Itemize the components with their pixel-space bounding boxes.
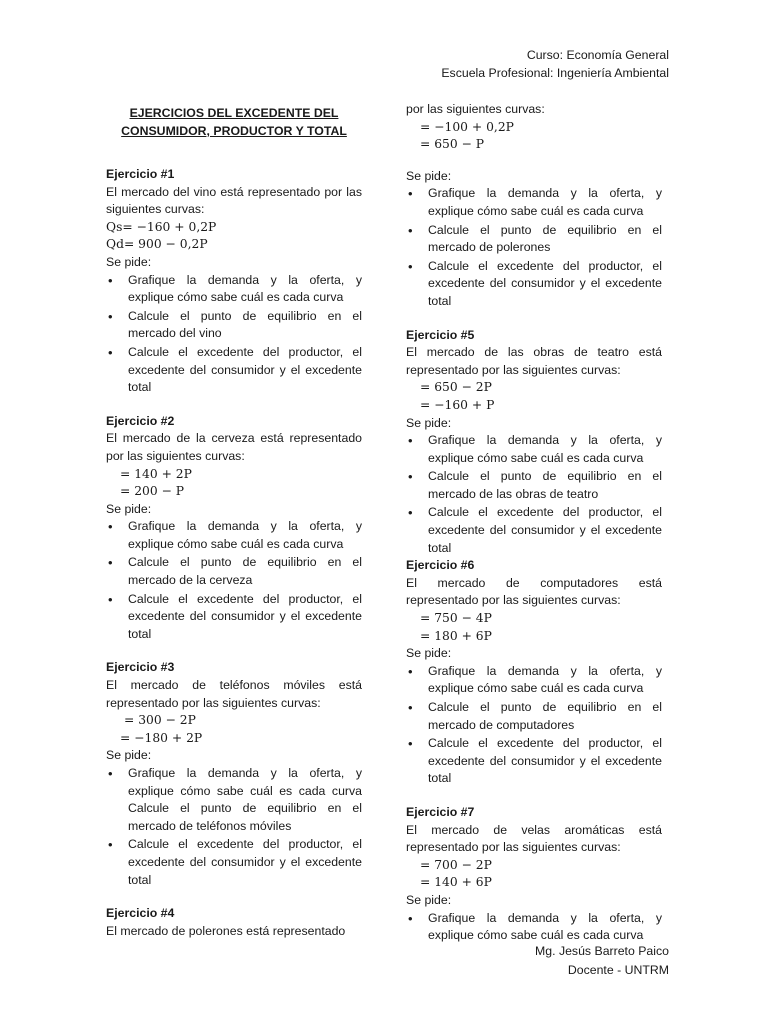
exercise-intro: El mercado de las obras de teatro está representado por las siguientes curvas: xyxy=(406,345,662,377)
se-pide-label: Se pide: xyxy=(406,892,452,907)
exercise-title: Ejercicio #1 xyxy=(106,167,175,181)
exercise-1 xyxy=(106,166,362,397)
exercise-intro: El mercado de polerones está representado xyxy=(106,923,346,938)
se-pide-label: Se pide: xyxy=(106,254,152,269)
equation-1: = −100 + 0,2P xyxy=(420,119,514,134)
exercise-intro: El mercado de teléfonos móviles está representado por las siguientes curvas: xyxy=(106,678,362,710)
right-column xyxy=(406,101,662,961)
exercise-title: Ejercicio #2 xyxy=(106,413,175,428)
equation-1: = 650 − 2P xyxy=(420,380,492,395)
exercise-title: Ejercicio #5 xyxy=(406,327,475,342)
task-item: • Calcule el punto de equilibrio en el mercado de la cerveza xyxy=(106,554,362,589)
exercise-title: Ejercicio #3 xyxy=(106,660,175,675)
equation-2: = 180 + 6P xyxy=(420,628,492,643)
left-column xyxy=(106,104,362,956)
equation-supply: Qs= −160 + 0,2P xyxy=(106,219,217,234)
exercise-intro: por las siguientes curvas: xyxy=(406,102,545,116)
task-item: • Calcule el punto de equilibrio en el mercado de las obras de teatro xyxy=(406,468,662,503)
exercise-2 xyxy=(106,413,362,644)
school-line: Escuela Profesional: Ingeniería Ambiental xyxy=(441,65,669,80)
equation-1: = 700 − 2P xyxy=(420,857,492,872)
equation-2: = 650 − P xyxy=(420,137,485,152)
exercise-4 xyxy=(106,905,362,940)
task-list xyxy=(106,765,362,889)
exercise-title: Ejercicio #4 xyxy=(106,906,175,921)
task-list xyxy=(406,432,662,557)
task-item: • Grafique la demanda y la oferta, y explique cómo sabe cuál es cada curva xyxy=(406,663,662,698)
task-item: • Calcule el punto de equilibrio en el mercado de computadores xyxy=(406,699,662,734)
se-pide-label: Se pide: xyxy=(406,415,452,430)
exercise-7 xyxy=(406,804,662,945)
page-footer xyxy=(535,942,669,980)
equation-1: = 140 + 2P xyxy=(120,466,192,481)
exercise-4-continued xyxy=(406,101,662,311)
task-list xyxy=(106,518,362,643)
task-list xyxy=(406,663,662,788)
author-role: Docente - UNTRM xyxy=(567,963,669,977)
task-item: • Calcule el punto de equilibrio en el mercado del vino xyxy=(106,308,362,343)
task-item: • Calcule el excedente del productor, el excedente del consumidor y el excedente total xyxy=(406,504,662,557)
equation-1: = 750 − 4P xyxy=(420,611,492,626)
page-header xyxy=(441,47,669,82)
task-item: • Calcule el excedente del productor, el excedente del consumidor y el excedente total xyxy=(406,735,662,788)
exercise-title: Ejercicio #6 xyxy=(406,558,475,573)
exercise-intro: El mercado de computadores está representado por las siguientes curvas: xyxy=(406,575,662,608)
equation-2: = −180 + 2P xyxy=(120,730,203,745)
task-item: • Calcule el excedente del productor, el excedente del consumidor y el excedente total xyxy=(106,344,362,397)
exercise-3 xyxy=(106,659,362,889)
equation-demand: Qd= 900 − 0,2P xyxy=(106,237,208,252)
task-item: • Calcule el excedente del productor, el excedente del consumidor y el excedente total xyxy=(406,258,662,311)
task-list xyxy=(406,910,662,945)
equation-2: = −160 + P xyxy=(420,397,495,412)
se-pide-label: Se pide: xyxy=(106,501,152,516)
exercise-title: Ejercicio #7 xyxy=(406,804,475,819)
task-item: • Grafique la demanda y la oferta, y explique cómo sabe cuál es cada curva xyxy=(406,185,662,220)
author-name: Mg. Jesús Barreto Paico xyxy=(535,944,669,958)
task-item: • Grafique la demanda y la oferta, y explique cómo sabe cuál es cada curva xyxy=(106,272,362,307)
task-item: • Calcule el excedente del productor, el excedente del consumidor y el excedente total xyxy=(106,591,362,644)
task-item: • Grafique la demanda y la oferta, y explique cómo sabe cuál es cada curva xyxy=(406,910,662,945)
equation-1: = 300 − 2P xyxy=(124,713,196,728)
equation-2: = 140 + 6P xyxy=(420,875,492,890)
task-item: • Calcule el excedente del productor, el excedente del consumidor y el excedente total xyxy=(106,836,362,889)
task-list xyxy=(106,272,362,397)
task-list xyxy=(406,185,662,310)
se-pide-label: Se pide: xyxy=(106,748,152,763)
title-line-1: EJERCICIOS DEL EXCEDENTE DEL xyxy=(129,106,339,120)
task-item: • Grafique la demanda y la oferta, y explique cómo sabe cuál es cada curva xyxy=(406,432,662,467)
course-line: Curso: Economía General xyxy=(526,48,669,62)
document-title xyxy=(106,104,362,140)
exercise-5 xyxy=(406,327,662,558)
title-line-2: CONSUMIDOR, PRODUCTOR Y TOTAL xyxy=(121,124,347,138)
task-item: • Calcule el punto de equilibrio en el mercado de polerones xyxy=(406,222,662,257)
task-item: • Grafique la demanda y la oferta, y explique cómo sabe cuál es cada curva Calcule el punto de equilibrio en el mercado de teléfonos móviles xyxy=(106,765,362,835)
exercise-intro: El mercado del vino está representado por las siguientes curvas: xyxy=(106,184,362,217)
se-pide-label: Se pide: xyxy=(406,646,452,661)
se-pide-label: Se pide: xyxy=(406,168,452,183)
task-item: • Grafique la demanda y la oferta, y explique cómo sabe cuál es cada curva xyxy=(106,518,362,553)
exercise-intro: El mercado de velas aromáticas está representado por las siguientes curvas: xyxy=(406,822,662,855)
equation-2: = 200 − P xyxy=(120,484,185,499)
exercise-intro: El mercado de la cerveza está representado por las siguientes curvas: xyxy=(106,431,362,463)
exercise-6 xyxy=(406,557,662,788)
